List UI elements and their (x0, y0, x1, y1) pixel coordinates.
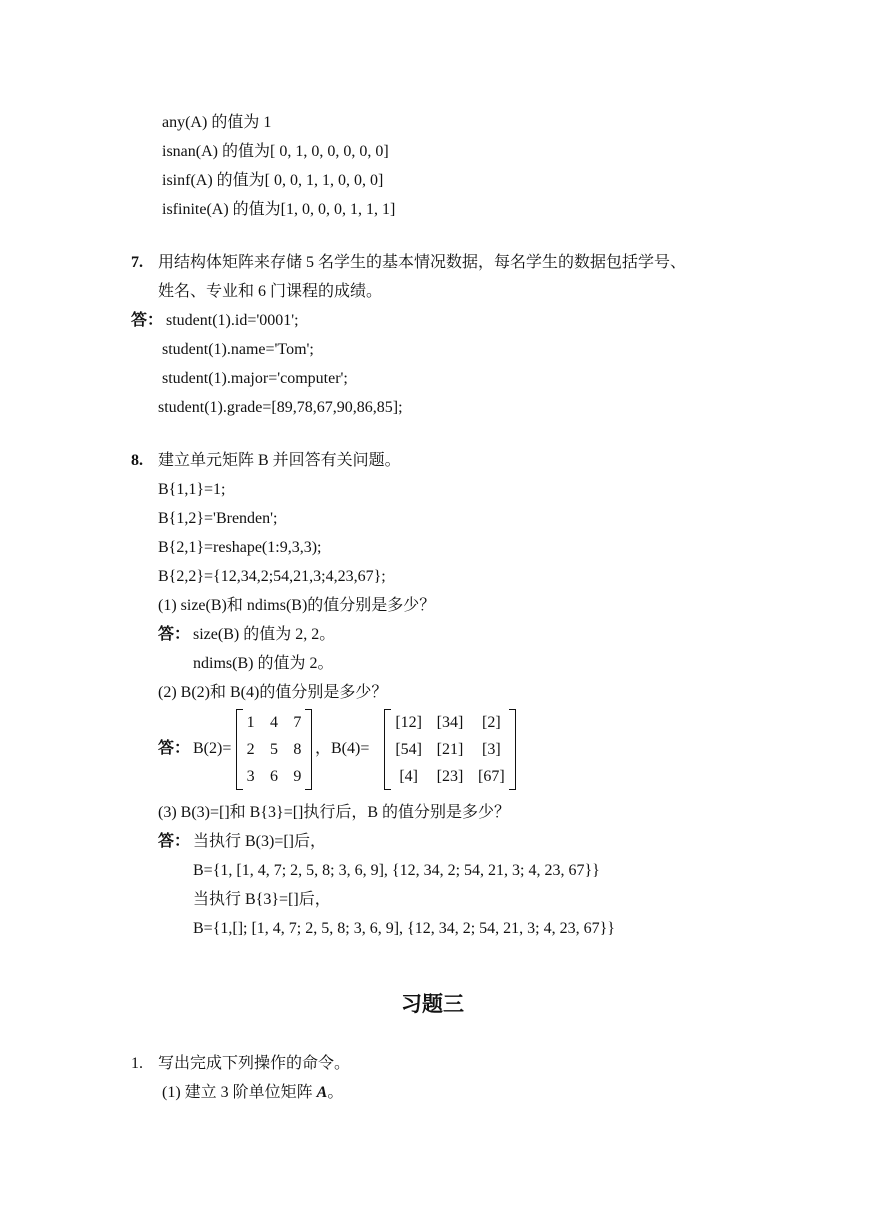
q8-code-line3: B{2,1}=reshape(1:9,3,3); (158, 539, 322, 556)
matrix-b4-table (388, 709, 512, 790)
matrix-b4-cell: [12] (395, 713, 422, 731)
q8-answer3-line2: B={1, [1, 4, 7; 2, 5, 8; 3, 6, 9], {12, 34, 2; 54, 21, 3; 4, 23, 67}} (193, 862, 600, 879)
matrix-b2-row (239, 736, 309, 763)
matrix-b4-cell: [4] (399, 767, 418, 785)
isfinite-result-line: isfinite(A) 的值为[1, 0, 0, 0, 1, 1, 1] (162, 201, 396, 218)
matrix-b4-row (388, 709, 512, 736)
ex1-subitem1 (162, 1083, 343, 1103)
matrix-b2-cell: 9 (293, 767, 302, 785)
q8-number: 8. (131, 452, 143, 469)
isinf-result-line: isinf(A) 的值为[ 0, 0, 1, 1, 0, 0, 0] (162, 172, 384, 189)
matrix-b4-cell: [3] (482, 740, 501, 758)
matrix-b4-cell: [23] (436, 767, 464, 785)
matrix-b4-cell: [34] (436, 713, 464, 731)
isnan-result-line: isnan(A) 的值为[ 0, 1, 0, 0, 0, 0, 0] (162, 143, 389, 160)
q7-answer-label: 答： (131, 312, 164, 329)
q8-code-line4: B{2,2}={12,34,2;54,21,3;4,23,67}; (158, 568, 386, 585)
matrix-b2-cell: 2 (246, 740, 255, 758)
q8-answer1-line2: ndims(B) 的值为 2。 (193, 655, 334, 672)
q8-answer3-line3: 当执行 B{3}=[]后， (193, 891, 331, 908)
q8-code-line2: B{1,2}='Brenden'; (158, 510, 278, 527)
any-result-line: any(A) 的值为 1 (162, 114, 272, 131)
matrix-b4-cell: [67] (478, 767, 505, 785)
ex1-text: 写出完成下列操作的命令。 (158, 1055, 351, 1072)
q7-code-line3: student(1).major='computer'; (162, 370, 348, 387)
q7-text-line2: 姓名、专业和 6 门课程的成绩。 (158, 283, 383, 300)
q7-text-line1: 用结构体矩阵来存储 5 名学生的基本情况数据，每名学生的数据包括学号、 (158, 254, 687, 271)
q7-code-line2: student(1).name='Tom'; (162, 341, 314, 358)
ex1-number: 1. (131, 1055, 143, 1072)
q8-text: 建立单元矩阵 B 并回答有关问题。 (158, 452, 401, 469)
matrix-b2-table (239, 709, 309, 790)
matrix-b4 (384, 709, 516, 790)
matrix-b2-cell: 5 (269, 740, 278, 758)
matrix-b2-cell: 3 (246, 767, 255, 785)
q8-subquestion2: (2) B(2)和 B(4)的值分别是多少？ (158, 684, 388, 701)
ex1-subitem1-suffix: 。 (327, 1084, 344, 1101)
q8-answer1-label: 答： (158, 626, 191, 643)
ex1-subitem1-prefix: (1) 建立 3 阶单位矩阵 (162, 1084, 317, 1101)
matrix-b4-cell: [54] (395, 740, 422, 758)
matrix-b2-cell: 6 (269, 767, 278, 785)
matrix-b2-row (239, 763, 309, 790)
matrix-b2-cell: 4 (269, 713, 278, 731)
matrix-b4-cell: [21] (436, 740, 464, 758)
matrix-b2 (236, 709, 312, 790)
ex1-subitem1-variable: A (316, 1084, 328, 1101)
matrix-b4-row (388, 763, 512, 790)
matrix-b4-cell: [2] (482, 713, 501, 731)
matrix-b2-cell: 7 (293, 713, 302, 731)
q8-answer2-label: 答： (158, 740, 191, 757)
matrix-b2-row (239, 709, 309, 736)
b4-label: ，B(4)= (315, 740, 370, 757)
q8-subquestion1: (1) size(B)和 ndims(B)的值分别是多少？ (158, 597, 436, 614)
q7-code-line4: student(1).grade=[89,78,67,90,86,85]; (158, 399, 403, 416)
matrix-b4-row (388, 736, 512, 763)
matrix-b2-cell: 8 (293, 740, 302, 758)
section-title: 习题三 (401, 992, 464, 1016)
q8-subquestion3: (3) B(3)=[]和 B{3}=[]执行后，B 的值分别是多少？ (158, 804, 511, 821)
matrix-b2-cell: 1 (246, 713, 255, 731)
q7-number: 7. (131, 254, 143, 271)
q8-answer1-line1: size(B) 的值为 2, 2。 (193, 626, 336, 643)
q8-answer3-line1: 当执行 B(3)=[]后， (193, 833, 327, 850)
q8-answer3-label: 答： (158, 833, 191, 850)
q8-code-line1: B{1,1}=1; (158, 481, 226, 498)
q8-answer3-line4: B={1,[]; [1, 4, 7; 2, 5, 8; 3, 6, 9], {12, 34, 2; 54, 21, 3; 4, 23, 67}} (193, 920, 615, 937)
q7-code-line1: student(1).id='0001'; (166, 312, 299, 329)
b2-label: B(2)= (193, 740, 232, 757)
